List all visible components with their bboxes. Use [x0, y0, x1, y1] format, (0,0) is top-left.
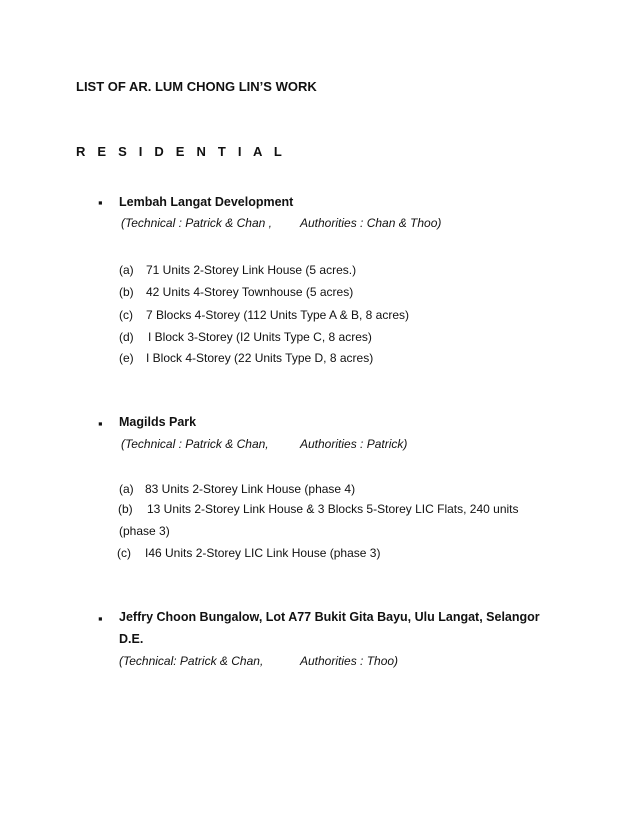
item-label: (c): [119, 308, 133, 322]
project-name: Magilds Park: [119, 415, 197, 429]
project-name: Lembah Langat Development: [119, 195, 294, 209]
item-text: 7 Blocks 4-Storey (112 Units Type A & B, 8 acres): [146, 308, 410, 322]
project-authorities: Authorities : Thoo): [300, 654, 399, 668]
item-text: I Block 3-Storey (I2 Units Type C, 8 acres): [148, 330, 372, 344]
item-text: 83 Units 2-Storey Link House (phase 4): [145, 482, 356, 496]
document-title: LIST OF AR. LUM CHONG LIN’S WORK: [76, 79, 317, 94]
item-label: (b): [118, 502, 133, 516]
project-name-line1: Jeffry Choon Bungalow, Lot A77 Bukit Gita Bayu, Ulu Langat, Selangor: [119, 610, 540, 624]
item-text: I46 Units 2-Storey LIC Link House (phase 3): [145, 546, 381, 560]
project-technical: (Technical : Patrick & Chan ,: [121, 216, 272, 230]
item-text: I Block 4-Storey (22 Units Type D, 8 acres): [146, 351, 374, 365]
item-continuation: (phase 3): [119, 524, 170, 538]
project-technical: (Technical: Patrick & Chan,: [119, 654, 264, 668]
bullet-icon: ▪: [98, 416, 103, 431]
item-label: (b): [119, 285, 134, 299]
project-authorities: Authorities : Patrick): [300, 437, 408, 451]
item-text: 71 Units 2-Storey Link House (5 acres.): [146, 263, 357, 277]
item-label: (c): [117, 546, 131, 560]
item-label: (d): [119, 330, 134, 344]
section-heading-residential: R E S I D E N T I A L: [76, 144, 287, 159]
item-text: 13 Units 2-Storey Link House & 3 Blocks 5-Storey LIC Flats, 240 units: [147, 502, 519, 516]
project-authorities: Authorities : Chan & Thoo): [300, 216, 442, 230]
project-technical: (Technical : Patrick & Chan,: [121, 437, 269, 451]
bullet-icon: ▪: [98, 195, 103, 210]
item-label: (a): [119, 482, 134, 496]
project-name-line2: D.E.: [119, 632, 144, 646]
item-label: (e): [119, 351, 134, 365]
item-label: (a): [119, 263, 134, 277]
bullet-icon: ▪: [98, 611, 103, 626]
item-text: 42 Units 4-Storey Townhouse (5 acres): [146, 285, 354, 299]
